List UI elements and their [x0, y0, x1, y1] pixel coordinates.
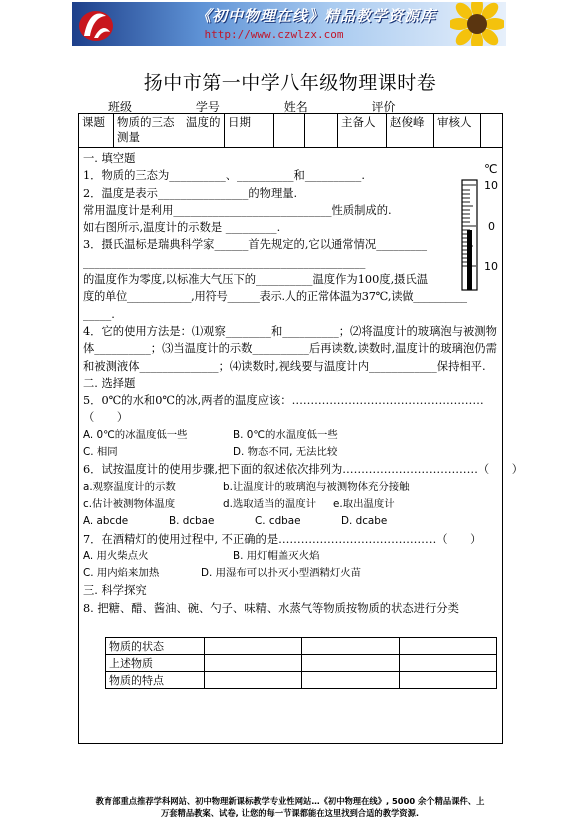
tick-label-top: 10 — [484, 179, 498, 192]
question-6-steps-row2 — [83, 496, 498, 513]
table-cell — [205, 655, 302, 672]
table-row — [106, 655, 497, 672]
row-label-state: 物质的状态 — [106, 638, 205, 655]
name-field: 姓名________ — [283, 100, 356, 114]
lesson-header-table — [78, 113, 503, 148]
q6-option-d: D. dcabe — [341, 515, 388, 528]
table-cell — [302, 655, 399, 672]
q5-option-b: B. 0℃的水温度低一些 — [233, 428, 338, 441]
q6-step-d: d.选取适当的温度计 — [223, 497, 317, 510]
topic-value: 物质的三态 温度的测量 — [114, 114, 225, 148]
reviewer-label: 审核人 — [434, 114, 481, 148]
question-1: 1．物质的三态为__________、__________和__________. — [83, 169, 365, 183]
table-row — [106, 638, 497, 655]
q6-step-e: e.取出温度计 — [333, 497, 395, 510]
q5-option-c: C. 相同 — [83, 446, 118, 459]
question-6-steps-row1 — [83, 479, 498, 496]
grade-field: 评价________ — [371, 100, 444, 114]
question-3b: __________________________________________________ — [83, 255, 366, 269]
q7-option-b: B. 用灯帽盖灭火焰 — [233, 549, 320, 562]
table-cell — [302, 672, 399, 689]
table-cell — [205, 672, 302, 689]
date-value — [274, 114, 305, 148]
topic-label: 课题 — [79, 114, 114, 148]
section-fill-heading: 一. 填空题 — [83, 152, 136, 165]
q6-option-c: C. cdbae — [255, 515, 301, 528]
preparer-value: 赵俊峰 — [387, 114, 434, 148]
question-8: 8. 把糖、醋、酱油、碗、勺子、味精、水蒸气等物质按物质的状态进行分类 — [83, 601, 459, 615]
question-2a: 2．温度是表示________________的物理量. — [83, 186, 298, 200]
q6-step-a: a.观察温度计的示数 — [83, 480, 176, 493]
table-row — [106, 672, 497, 689]
question-7-options-row1 — [83, 548, 498, 565]
question-4: 4．它的使用方法是：⑴观察________和__________；⑵将温度计的玻璃泡与被测物体__________；⑶当温度计的示数__________后再读数,读数时,温度计的玻璃泡仍需和被测液体______________；⑷读数时,视线要与温度计内____________保持相平. — [83, 324, 497, 373]
worksheet-content — [83, 150, 524, 617]
q7-option-c: C. 用内焰来加热 — [83, 567, 160, 580]
row-label-substances: 上述物质 — [106, 655, 205, 672]
reviewer-value — [481, 114, 503, 148]
header-banner — [72, 2, 506, 46]
question-7: 7．在酒精灯的使用过程中, 不正确的是……………………………………（ ） — [83, 532, 482, 546]
class-field: 班级________ — [108, 100, 181, 114]
q6-step-c: c.估计被测物体温度 — [83, 497, 176, 510]
table-cell — [302, 638, 399, 655]
question-5-options-row2 — [83, 444, 498, 461]
question-2b: 常用温度计是利用____________________________性质制成的. — [83, 203, 392, 217]
section-inquiry-heading: 三. 科学探究 — [83, 584, 147, 598]
student-number-field: 学号________ — [195, 100, 268, 114]
q5-option-d: D. 物态不同, 无法比较 — [233, 446, 338, 459]
q6-step-b: b.让温度计的玻璃泡与被测物体充分接触 — [223, 480, 410, 493]
blank-cell — [305, 114, 338, 148]
question-2c: 如右图所示,温度计的示数是 _________. — [83, 221, 281, 235]
question-3a: 3．摄氏温标是瑞典科学家______首先规定的,它以通常情况_________ — [83, 238, 428, 252]
question-3d: 度的单位____________,用符号______表示.人的正常体温为37℃,读做__________ — [83, 290, 467, 304]
footer-line-1: 教育部重点推荐学科网站、初中物理新课标教学专业性网站…《初中物理在线》, 5000 余个精品课件、上 — [95, 796, 485, 806]
table-cell — [399, 655, 496, 672]
table-cell — [399, 638, 496, 655]
site-logo-icon — [74, 4, 114, 44]
question-5: 5．0℃的水和0℃的冰,两者的温度应该：…………………………………………… — [83, 394, 484, 408]
thermometer-unit: ℃ — [484, 162, 498, 176]
document-title: 扬中市第一中学八年级物理课时卷 — [143, 72, 437, 94]
tick-label-bottom: 10 — [484, 260, 498, 273]
date-label: 日期 — [225, 114, 274, 148]
table-cell — [399, 672, 496, 689]
banner-url[interactable]: http://www.czwlzx.com — [204, 28, 344, 41]
tick-label-zero: 0 — [488, 220, 495, 233]
q6-option-b: B. dcbae — [169, 515, 215, 528]
q7-option-a: A. 用火柴点火 — [83, 549, 149, 562]
q6-option-a: A. abcde — [83, 515, 129, 528]
question-3e: _____. — [83, 307, 115, 321]
classification-table — [105, 637, 497, 689]
question-3c: 的温度作为零度,以标准大气压下的__________温度作为100度,摄氏温 — [83, 273, 429, 287]
footer-line-2: 万套精品教案、试卷, 让您的每一节课都能在这里找到合适的教学资源. — [160, 808, 420, 818]
q7-option-d: D. 用湿布可以扑灭小型酒精灯火苗 — [201, 567, 362, 580]
banner-title: 《初中物理在线》精品教学资源库 — [195, 7, 436, 25]
question-6: 6．试按温度计的使用步骤,把下面的叙述依次排列为………………………………（ ） — [83, 463, 524, 477]
page-footer — [0, 795, 580, 819]
row-label-features: 物质的特点 — [106, 672, 205, 689]
q5-option-a: A. 0℃的冰温度低一些 — [83, 428, 188, 441]
question-5-options-row1 — [83, 427, 498, 444]
preparer-label: 主备人 — [338, 114, 387, 148]
section-choice-heading: 二. 选择题 — [83, 376, 136, 390]
question-6-options — [83, 513, 498, 530]
table-cell — [205, 638, 302, 655]
question-5-answer: （ ） — [83, 411, 129, 425]
sunflower-icon — [450, 2, 504, 46]
question-7-options-row2 — [83, 565, 498, 582]
